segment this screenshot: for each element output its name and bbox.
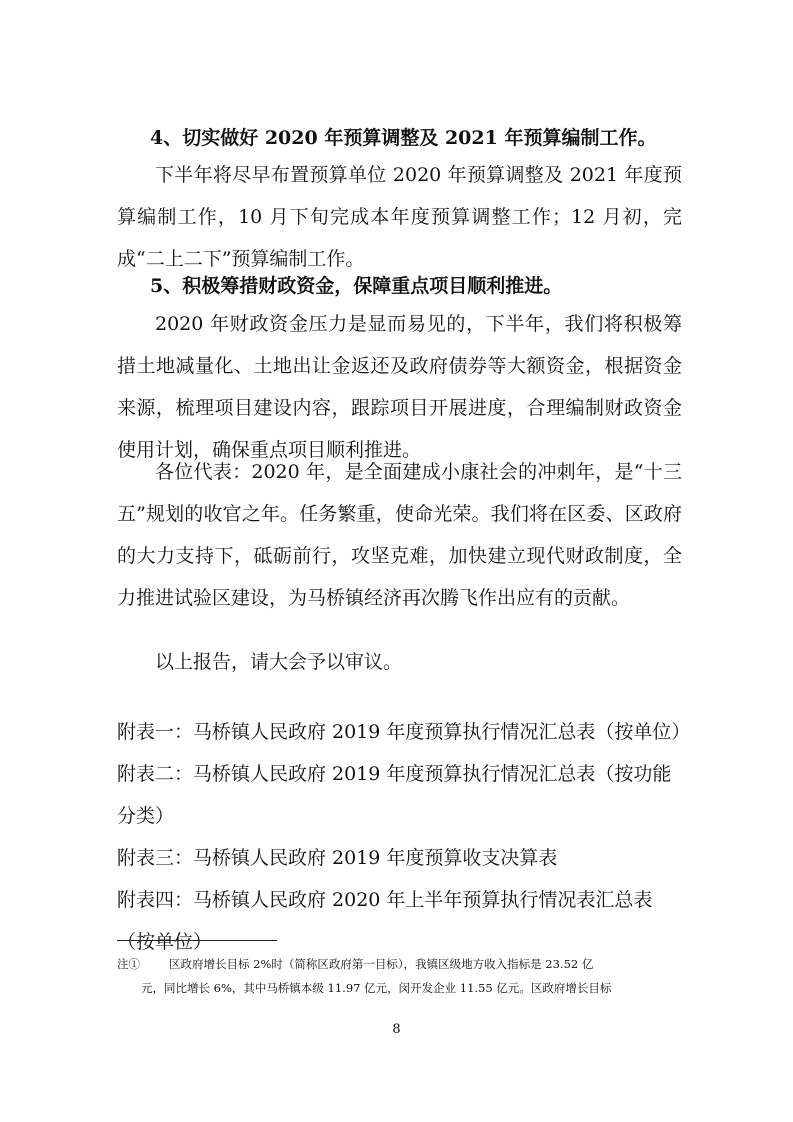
attachment-list [117,711,691,963]
attachment-item: 附表二：马桥镇人民政府 2019 年度预算执行情况汇总表（按功能分类） [117,763,672,827]
footnote [117,952,687,1000]
section-4-heading: 4、切实做好 2020 年预算调整及 2021 年预算编制工作。 [150,127,657,149]
section-4-body: 下半年将尽早布置预算单位 2020 年预算调整及 2021 年度预算编制工作，10 月下旬完成本年度预算调整工作；12 月初，完成“二上二下”预算编制工作。 [117,164,682,270]
attachment-item: 附表一：马桥镇人民政府 2019 年度预算执行情况汇总表（按单位） [117,721,691,743]
footnote-text-2: 元，同比增长 6%，其中马桥镇本级 11.97 亿元，闵开发企业 11.55 亿元。区政府增长目标 [141,981,612,995]
attachment-item: 附表三：马桥镇人民政府 2019 年度预算收支决算表 [117,847,558,869]
footnote-text-1: 区政府增长目标 2%时（简称区政府第一目标），我镇区级地方收入指标是 23.52 亿 [169,957,594,971]
footnote-divider [117,940,277,941]
closing-request: 以上报告，请大会予以审议。 [155,651,403,673]
footnote-line-1 [117,952,687,976]
attachment-item: 附表四：马桥镇人民政府 2020 年上半年预算执行情况表汇总表（按单位） [117,889,653,953]
page-number: 8 [392,1022,401,1037]
section-5-heading: 5、积极筹措财政资金，保障重点项目顺利推进。 [150,275,563,297]
section-5-body: 2020 年财政资金压力是显而易见的，下半年，我们将积极筹措土地减量化、土地出让金返还及政府债券等大额资金，根据资金来源，梳理项目建设内容，跟踪项目开展进度，合理编制财政资金使用计划，确保重点项目顺利推进。 [117,313,682,461]
closing-paragraph: 各位代表：2020 年，是全面建成小康社会的冲刺年，是“十三五”规划的收官之年。任务繁重，使命光荣。我们将在区委、区政府的大力支持下，砥砺前行，攻坚克难，加快建立现代财政制度，全力推进试验区建设，为马桥镇经济再次腾飞作出应有的贡献。 [117,461,682,609]
footnote-mark: 注① [117,957,140,971]
